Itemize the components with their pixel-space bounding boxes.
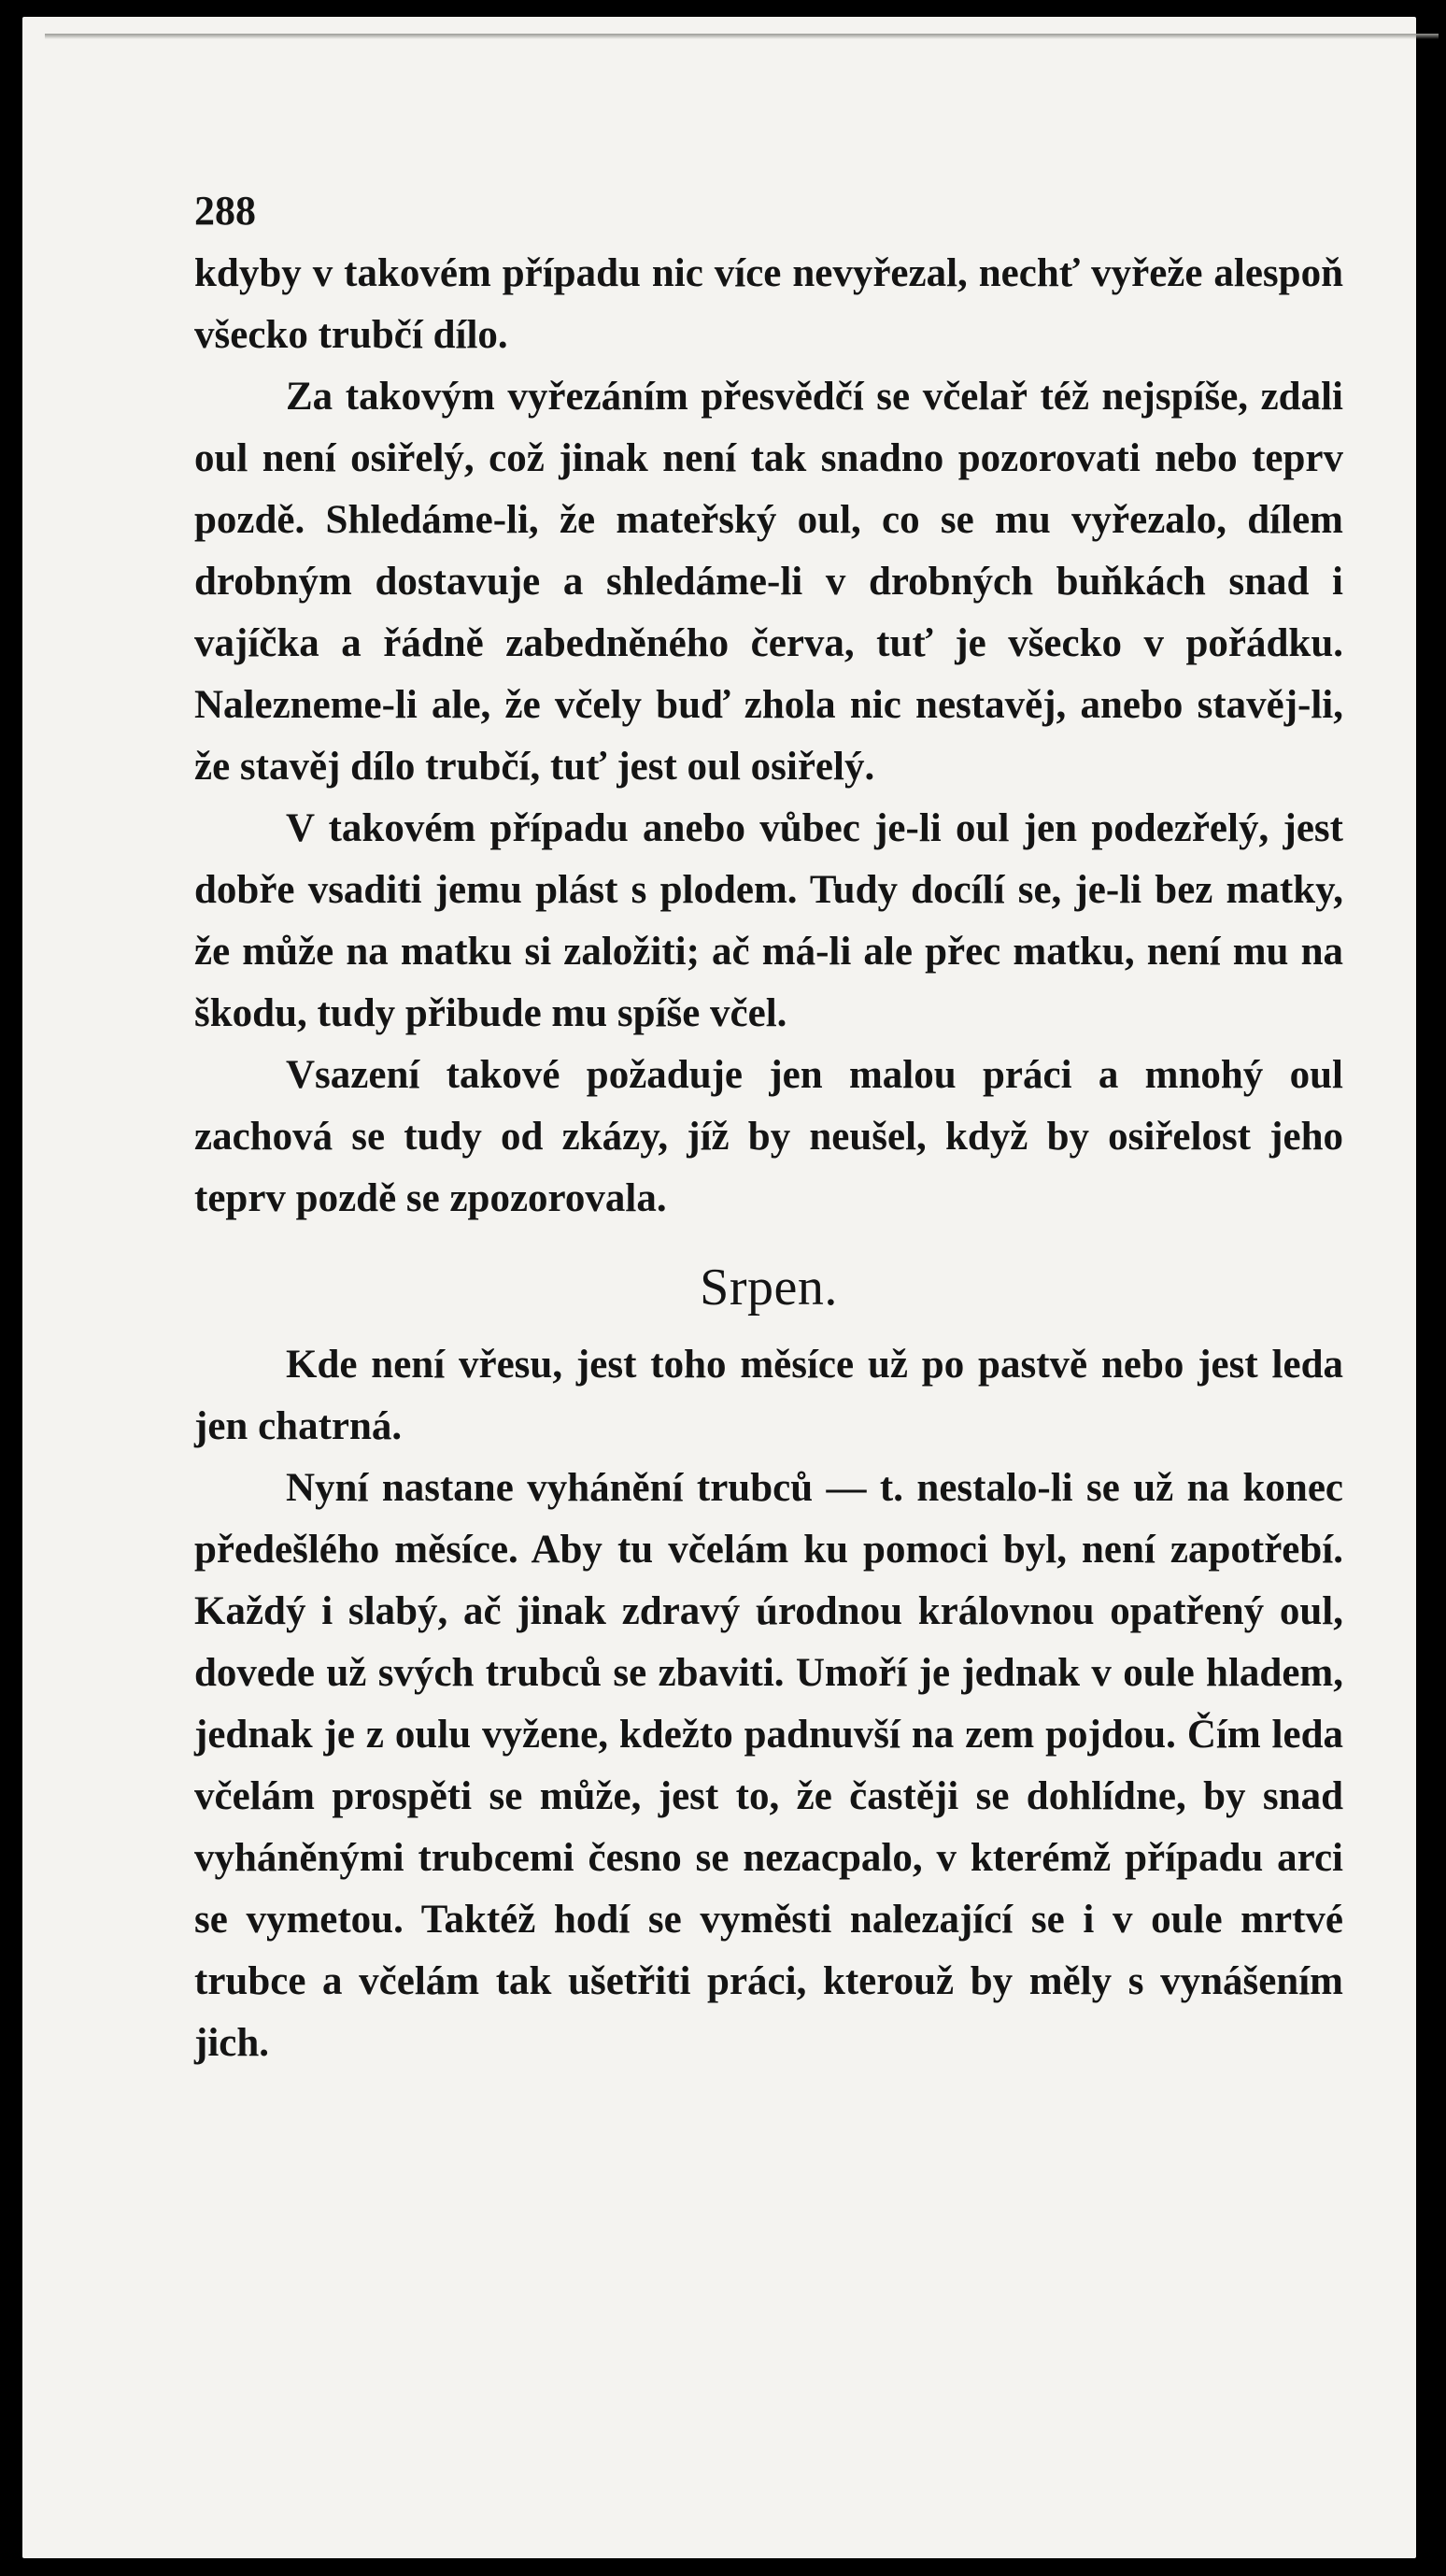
paragraph-p6: Nyní nastane vyhánění trubců — t. nestalo-li se už na konec předešlého měsíce. Aby tu včelám ku pomoci byl, není zapotřebí. Každý i slabý, ač jinak zdravý úrodnou královnou opatřený oul, dovede už svých trubců se zbaviti. Umoří je jednak v oule hladem, jednak je z oulu vyžene, kdežto padnuvší na zem pojdou. Čím leda včelám prospěti se může, jest to, že častěji se dohlídne, by snad vyháněnými trubcemi česno se nezacpalo, v kterémž případu arci se vymetou. Taktéž hodí se vyměsti nalezající se i v oule mrtvé trubce a včelám tak ušetřiti práci, kterouž by měly s vynášením jich.: [194, 1466, 1343, 2065]
paragraphs-before-heading: [194, 243, 1343, 1230]
paragraph-p2: Za takovým vyřezáním přesvědčí se včelař též nejspíše, zdali oul není osiřelý, což jinak není tak snadno pozorovati nebo teprv pozdě. Shledáme-li, že mateřský oul, co se mu vyřezalo, dílem drobným dostavuje a shledáme-li v drobných buňkách snad i vajíčka a řádně zabedněného červa, tuť je všecko v pořádku. Nalezneme-li ale, že včely buď zhola nic nestavěj, anebo stavěj-li, že stavěj dílo trubčí, tuť jest oul osiřelý.: [194, 375, 1343, 789]
page-number: 288: [194, 188, 256, 234]
page-top-edge-shadow: [45, 34, 1439, 39]
paragraph-p3: V takovém případu anebo vůbec je-li oul jen podezřelý, jest dobře vsaditi jemu plást s plodem. Tudy docílí se, je-li bez matky, že může na matku si založiti; ač má-li ale přec matku, není mu na škodu, tudy přibude mu spíše včel.: [194, 806, 1343, 1035]
paragraphs-after-heading: [194, 1334, 1343, 2074]
paragraph-p4: Vsazení takové požaduje jen malou práci a mnohý oul zachová se tudy od zkázy, jíž by neušel, když by osiřelost jeho teprv pozdě se zpozorovala.: [194, 1053, 1343, 1220]
paragraph-p5: Kde není vřesu, jest toho měsíce už po pastvě nebo jest leda jen chatrná.: [194, 1343, 1343, 1448]
paragraph-p1: kdyby v takovém případu nic více nevyřezal, nechť vyřeže alespoň všecko trubčí dílo.: [194, 251, 1343, 357]
page-body: [194, 243, 1343, 2074]
section-heading: Srpen.: [700, 1259, 838, 1316]
